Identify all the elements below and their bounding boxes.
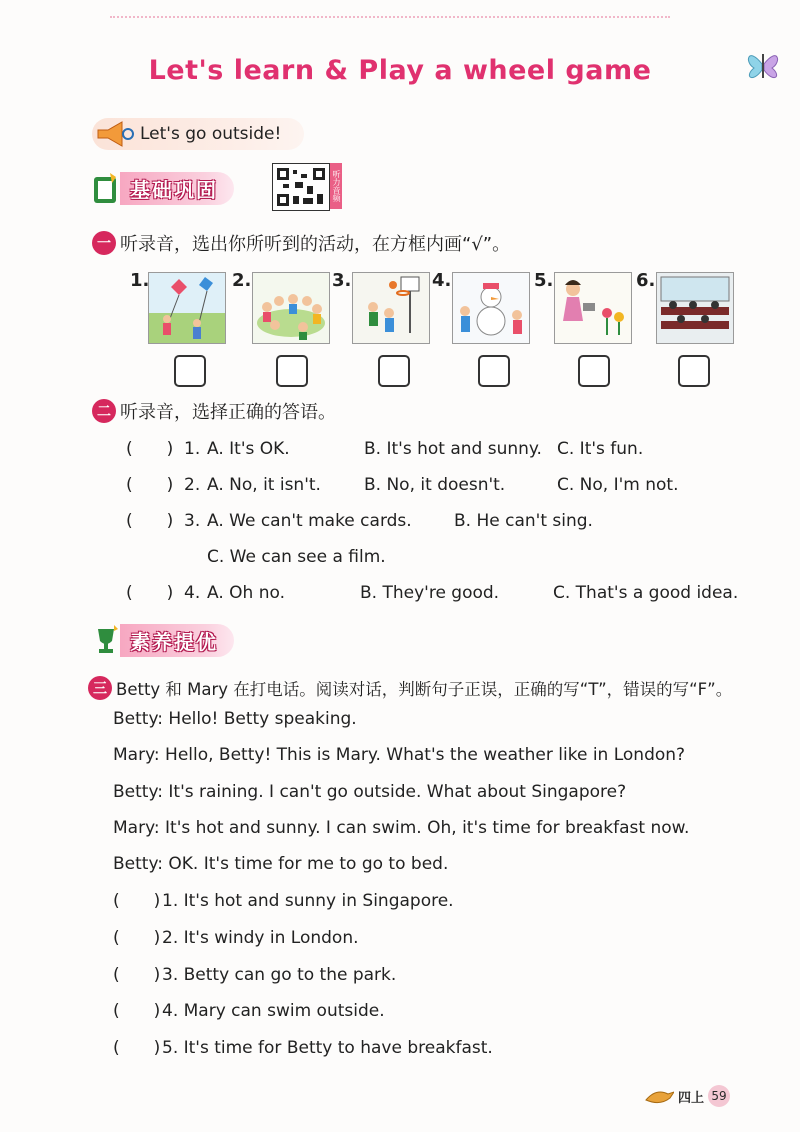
megaphone-icon — [94, 120, 136, 148]
answer-checkbox-5[interactable] — [578, 355, 610, 387]
part1-instruction-text: 听录音，选出你所听到的活动，在方框内画“√”。 — [120, 234, 511, 255]
part2-paren-1[interactable]: ( ) — [126, 439, 174, 459]
part2-paren-4[interactable]: ( ) — [126, 583, 174, 603]
option-c: C. We can see a film. — [207, 547, 386, 567]
option-a: A. We can't make cards. — [207, 511, 412, 531]
part2-number: 二 — [92, 399, 116, 423]
section-tag-basic — [92, 170, 234, 206]
page-title: Let's learn & Play a wheel game — [148, 55, 652, 86]
qr-label: 听力音频 — [330, 163, 342, 209]
kite-flying-picture — [148, 272, 226, 344]
bird-icon — [644, 1086, 674, 1106]
picture-number: 6. — [636, 270, 656, 291]
statement-paren-5[interactable]: ( ) — [113, 1038, 161, 1058]
section-tag-advanced — [92, 622, 234, 658]
part3-instruction-text: Betty 和 Mary 在打电话。阅读对话，判断句子正误，正确的写“T”，错误的写“F”。 — [116, 680, 733, 699]
page-number: 59 — [708, 1085, 730, 1107]
cinema-picture — [656, 272, 734, 344]
picture-number: 5. — [534, 270, 554, 291]
top-decoration — [110, 0, 670, 18]
statement-text: 1. It's hot and sunny in Singapore. — [162, 891, 454, 911]
picture-number: 4. — [432, 270, 452, 291]
answer-checkbox-1[interactable] — [174, 355, 206, 387]
part3-instruction — [88, 676, 732, 700]
notebook-icon — [92, 171, 120, 205]
option-c: C. No, I'm not. — [557, 475, 679, 495]
statement-paren-3[interactable]: ( ) — [113, 965, 161, 985]
statement-paren-4[interactable]: ( ) — [113, 1001, 161, 1021]
part2-paren-2[interactable]: ( ) — [126, 475, 174, 495]
option-b: B. They're good. — [360, 583, 500, 603]
statement-text: 3. Betty can go to the park. — [162, 965, 397, 985]
part2-instruction — [92, 398, 336, 424]
subtitle-label: Let's go outside! — [140, 124, 282, 144]
trophy-icon — [92, 623, 120, 657]
dialogue-line: Mary: Hello, Betty! This is Mary. What's the weather like in London? — [113, 745, 686, 765]
statement-text: 5. It's time for Betty to have breakfast. — [162, 1038, 493, 1058]
statement-text: 4. Mary can swim outside. — [162, 1001, 385, 1021]
answer-checkbox-2[interactable] — [276, 355, 308, 387]
section-label: 基础巩固 — [120, 172, 234, 205]
page-footer — [644, 1085, 730, 1107]
subtitle-banner — [92, 118, 304, 150]
qr-code-icon — [272, 163, 330, 211]
picture-number: 3. — [332, 270, 352, 291]
section-label: 素养提优 — [120, 624, 234, 657]
option-a: A. Oh no. — [207, 583, 285, 603]
option-a: A. It's OK. — [207, 439, 290, 459]
statement-text: 2. It's windy in London. — [162, 928, 359, 948]
picture-number: 1. — [130, 270, 150, 291]
option-b: B. It's hot and sunny. — [364, 439, 542, 459]
dialogue-line: Betty: Hello! Betty speaking. — [113, 709, 357, 729]
part1-instruction — [92, 230, 510, 256]
option-a: A. No, it isn't. — [207, 475, 321, 495]
part2-qnum-2: 2. — [184, 475, 201, 495]
answer-checkbox-6[interactable] — [678, 355, 710, 387]
statement-paren-2[interactable]: ( ) — [113, 928, 161, 948]
option-c: C. It's fun. — [557, 439, 644, 459]
part2-qnum-3: 3. — [184, 511, 201, 531]
basketball-picture — [352, 272, 430, 344]
dialogue-line: Betty: It's raining. I can't go outside. What about Singapore? — [113, 782, 627, 802]
circle-game-picture — [252, 272, 330, 344]
watering-flowers-picture — [554, 272, 632, 344]
part2-instruction-text: 听录音，选择正确的答语。 — [120, 402, 336, 423]
part1-number: 一 — [92, 231, 116, 255]
option-b: B. He can't sing. — [454, 511, 593, 531]
part3-number: 三 — [88, 676, 112, 700]
snowman-picture — [452, 272, 530, 344]
answer-checkbox-4[interactable] — [478, 355, 510, 387]
dialogue-line: Mary: It's hot and sunny. I can swim. Oh, it's time for breakfast now. — [113, 818, 690, 838]
qr-code[interactable] — [272, 163, 342, 211]
answer-checkbox-3[interactable] — [378, 355, 410, 387]
statement-paren-1[interactable]: ( ) — [113, 891, 161, 911]
option-c: C. That's a good idea. — [553, 583, 739, 603]
grade-label: 四上 — [677, 1090, 704, 1106]
option-b: B. No, it doesn't. — [364, 475, 506, 495]
part2-paren-3[interactable]: ( ) — [126, 511, 174, 531]
picture-number: 2. — [232, 270, 252, 291]
part2-qnum-4: 4. — [184, 583, 201, 603]
dialogue-line: Betty: OK. It's time for me to go to bed. — [113, 854, 449, 874]
part2-qnum-1: 1. — [184, 439, 201, 459]
